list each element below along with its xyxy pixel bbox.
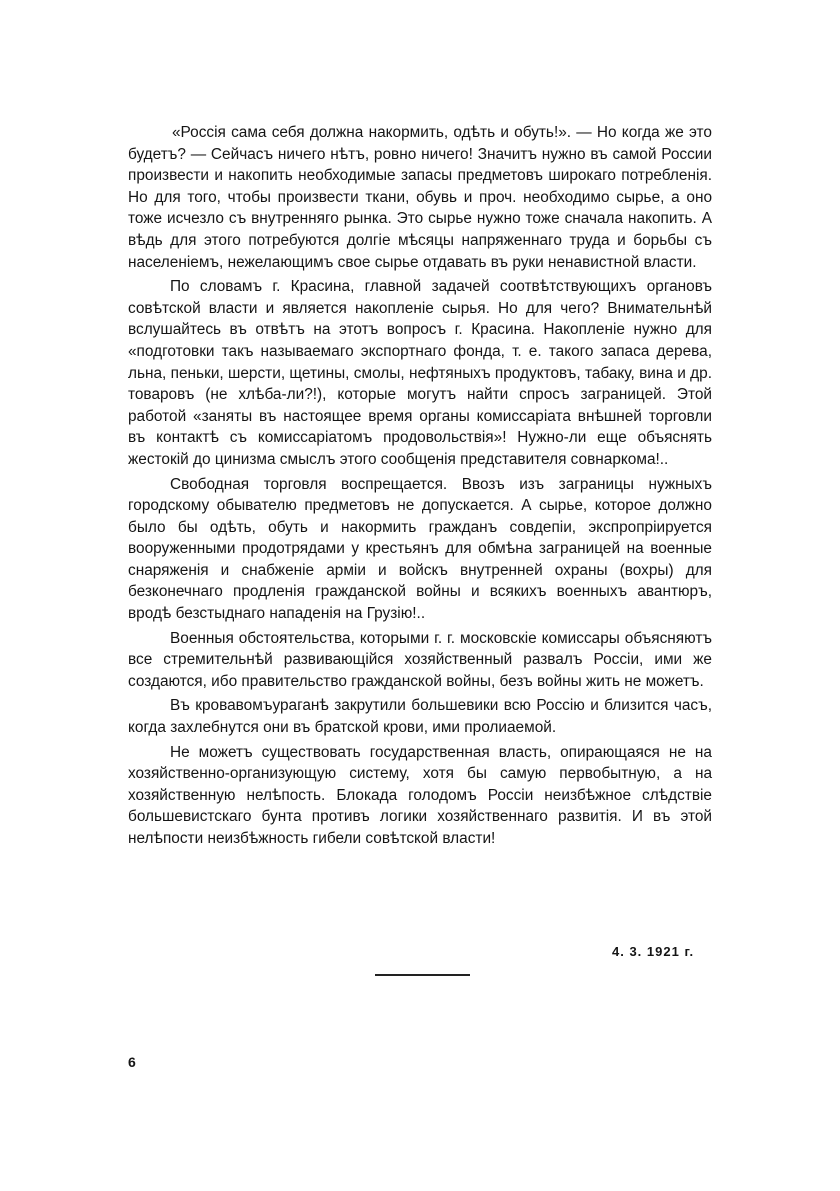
section-divider <box>375 974 470 976</box>
page-number: 6 <box>128 1054 136 1070</box>
paragraph-3: Свободная торговля воспрещается. Ввозъ изъ заграницы нужныхъ городскому обывателю предметовъ не допускается. А сырье, которое должно было бы одѣть, обуть и накормить гражданъ совдепіи, экспропріируется вооруженными продотрядами у крестьянъ для обмѣна заграницей на военные снаряженія и снабженіе арміи и войскъ внутренней охраны (вохры) для безконечнаго продленія гражданской войны и всякихъ военныхъ авантюръ, вродѣ безстыднаго нападенія на Грузію!.. <box>128 475 712 623</box>
article-date: 4. 3. 1921 г. <box>612 944 695 959</box>
article-body <box>128 122 712 853</box>
paragraph-5: Въ кровавомъураганѣ закрутили большевики всю Россію и близится часъ, когда захлебнутся они въ братской крови, ими пролиаемой. <box>128 697 712 737</box>
paragraph-2: По словамъ г. Красина, главной задачей соотвѣтствующихъ органовъ совѣтской власти и является накопленіе сырья. Но для чего? Внимательнѣй вслушайтесь въ отвѣтъ на этотъ вопросъ г. Красина. Накопленіе нужно для «подготовки такъ называемаго экспортнаго фонда, т. е. такого запаса дерева, льна, пеньки, шерсти, щетины, смолы, нефтяныхъ продуктовъ, табаку, вина и др. товаровъ (не хлѣба-ли?!), которые могутъ найти спросъ заграницей. Этой работой «заняты въ настоящее время органы комиссаріата внѣшней торговли въ контактѣ съ комиссаріатомъ продовольствія»! Нужно-ли еще объяснять жестокій до цинизма смыслъ этого сообщенія представителя совнаркома!.. <box>128 278 712 468</box>
paragraph-1: «Россія сама себя должна накормить, одѣть и обуть!». — Но когда же это будетъ? — Сейчасъ ничего нѣтъ, ровно ничего! Значитъ нужно въ самой России произвести и накопить необходимые запасы предметовъ широкаго потребленія. Но для того, чтобы произвести ткани, обувь и проч. необходимо сырье, а оно тоже исчезло съ внутренняго рынка. Это сырье нужно тоже сначала накопить. А вѣдь для этого потребуются долгіе мѣсяцы напряженнаго труда и борьбы съ населеніемъ, нежелающимъ свое сырье отдавать въ руки ненавистной власти. <box>128 124 712 271</box>
paragraph-6: Не можетъ существовать государственная власть, опирающаяся не на хозяйственно-организующую систему, хотя бы самую первобытную, а на хозяйственную нелѣпость. Блокада голодомъ Россіи неизбѣжное слѣдствіе большевистскаго бунта противъ логики хозяйственнаго развитія. И въ этой нелѣпости неизбѣжность гибели совѣтской власти! <box>128 743 712 847</box>
paragraph-4: Военныя обстоятельства, которыми г. г. московскіе комиссары объясняютъ все стремительнѣй развивающійся хозяйственный развалъ Россіи, ими же создаются, ибо правительство гражданской войны, безъ войны жить не можетъ. <box>128 629 712 690</box>
